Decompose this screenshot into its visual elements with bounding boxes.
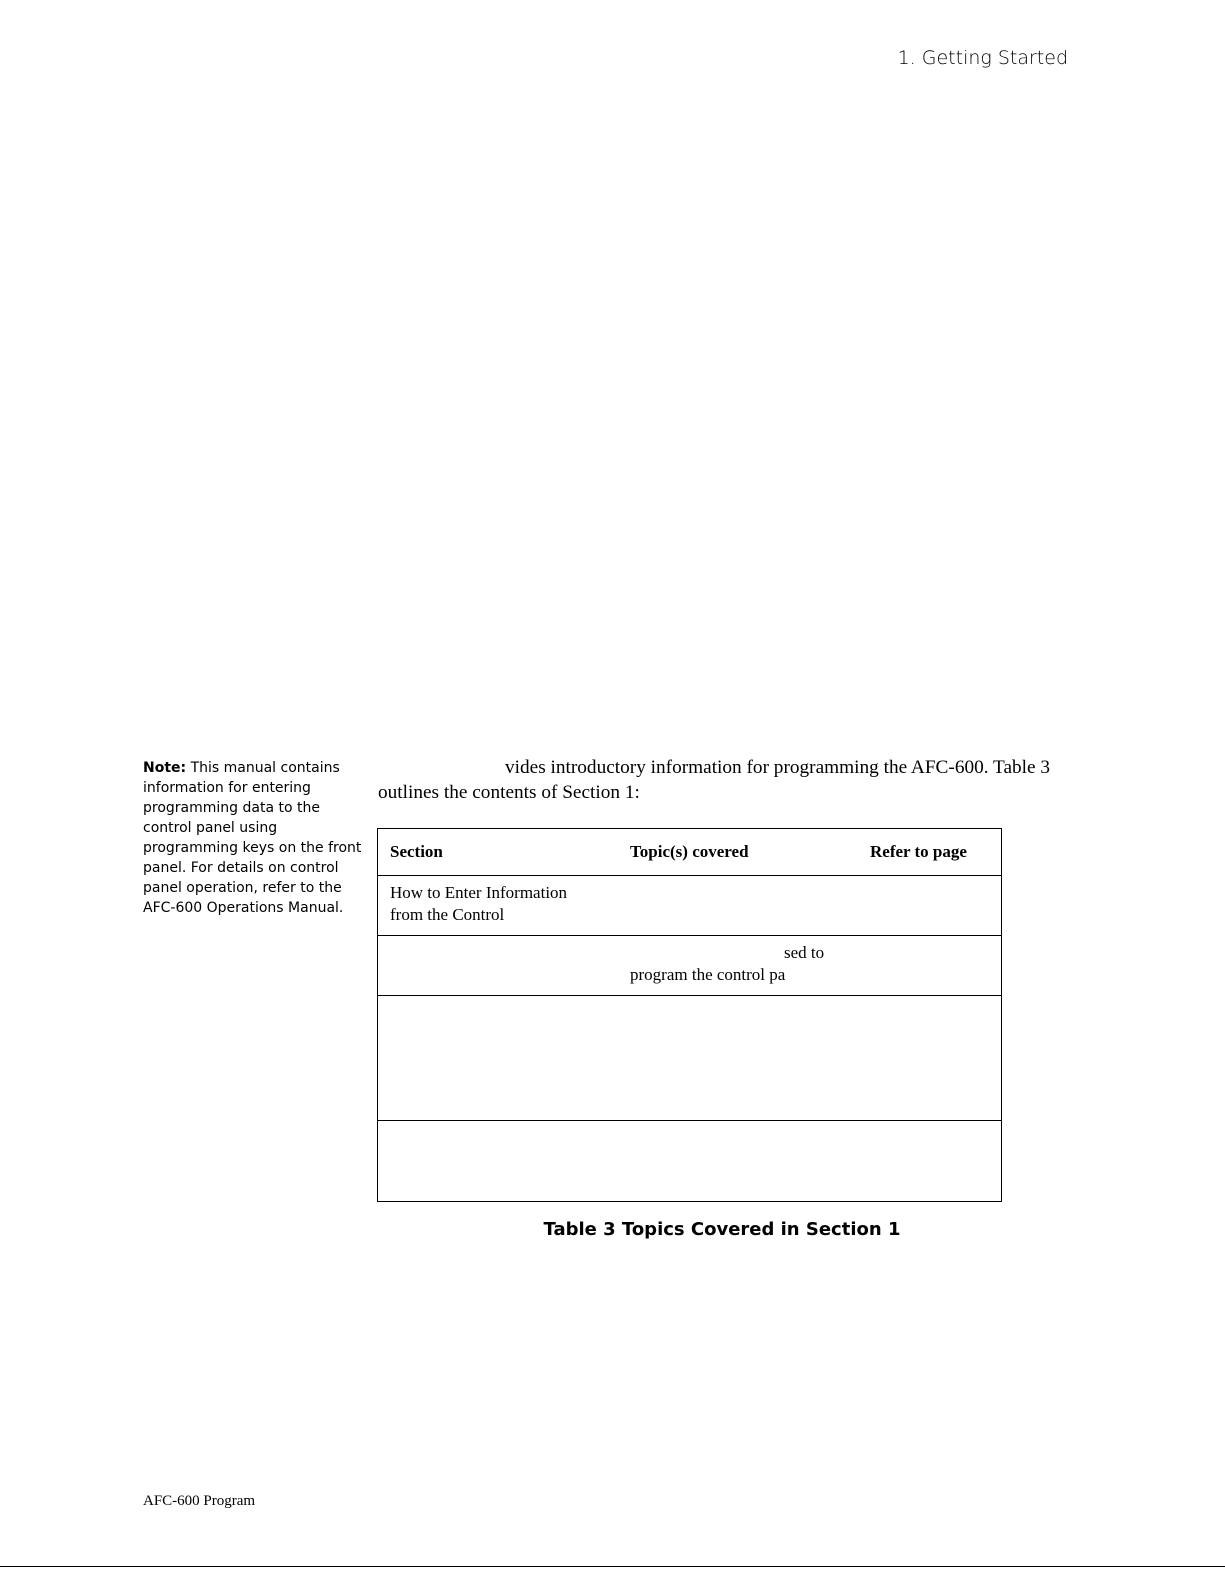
header-topics: Topic(s) covered	[630, 829, 870, 876]
table-row	[378, 1121, 1002, 1202]
sidenote-line: AFC-600 Operations Manual.	[143, 900, 344, 916]
cell-section	[378, 876, 631, 936]
cell-section	[378, 1121, 631, 1202]
sidenote-line: control panel using	[143, 820, 278, 836]
sidenote-line: information for entering	[143, 780, 311, 796]
cell-section	[378, 996, 631, 1121]
topics-table	[377, 828, 1002, 1202]
table-caption: Table 3 Topics Covered in Section 1	[543, 1219, 901, 1240]
page-footer: AFC-600 Program	[143, 1493, 256, 1509]
intro-line: vides introductory information for programming the AFC-600. Table 3	[505, 757, 1051, 778]
header-section: Section	[378, 829, 631, 876]
cell-page	[870, 1121, 1002, 1202]
cell-topics	[630, 1121, 870, 1202]
intro-paragraph	[378, 755, 1078, 805]
cell-line: from the Control	[390, 905, 505, 924]
sidenote-line: Note: This manual contains	[143, 760, 340, 776]
intro-line: outlines the contents of Section 1:	[378, 782, 640, 803]
table-row	[378, 996, 1002, 1121]
sidenote-line: programming data to the	[143, 800, 320, 816]
cell-line: sed to	[784, 943, 825, 962]
footer-rule	[0, 1566, 1225, 1567]
cell-topics	[630, 876, 870, 936]
header-page: Refer to page	[870, 829, 1002, 876]
sidenote-label: Note:	[143, 760, 187, 776]
running-header: 1. Getting Started	[897, 47, 1068, 69]
cell-section	[378, 936, 631, 996]
cell-line: program the control pa	[630, 965, 786, 984]
sidenote	[143, 758, 362, 918]
sidenote-line: panel operation, refer to the	[143, 880, 342, 896]
sidenote-line: panel. For details on control	[143, 860, 339, 876]
table-header-row	[378, 829, 1002, 876]
cell-page	[870, 936, 1002, 996]
table-row	[378, 936, 1002, 996]
table-row	[378, 876, 1002, 936]
cell-page	[870, 996, 1002, 1121]
cell-line: How to Enter Information	[390, 883, 568, 902]
cell-page	[870, 876, 1002, 936]
sidenote-line: programming keys on the front	[143, 840, 362, 856]
cell-topics	[630, 996, 870, 1121]
cell-topics	[630, 936, 870, 996]
